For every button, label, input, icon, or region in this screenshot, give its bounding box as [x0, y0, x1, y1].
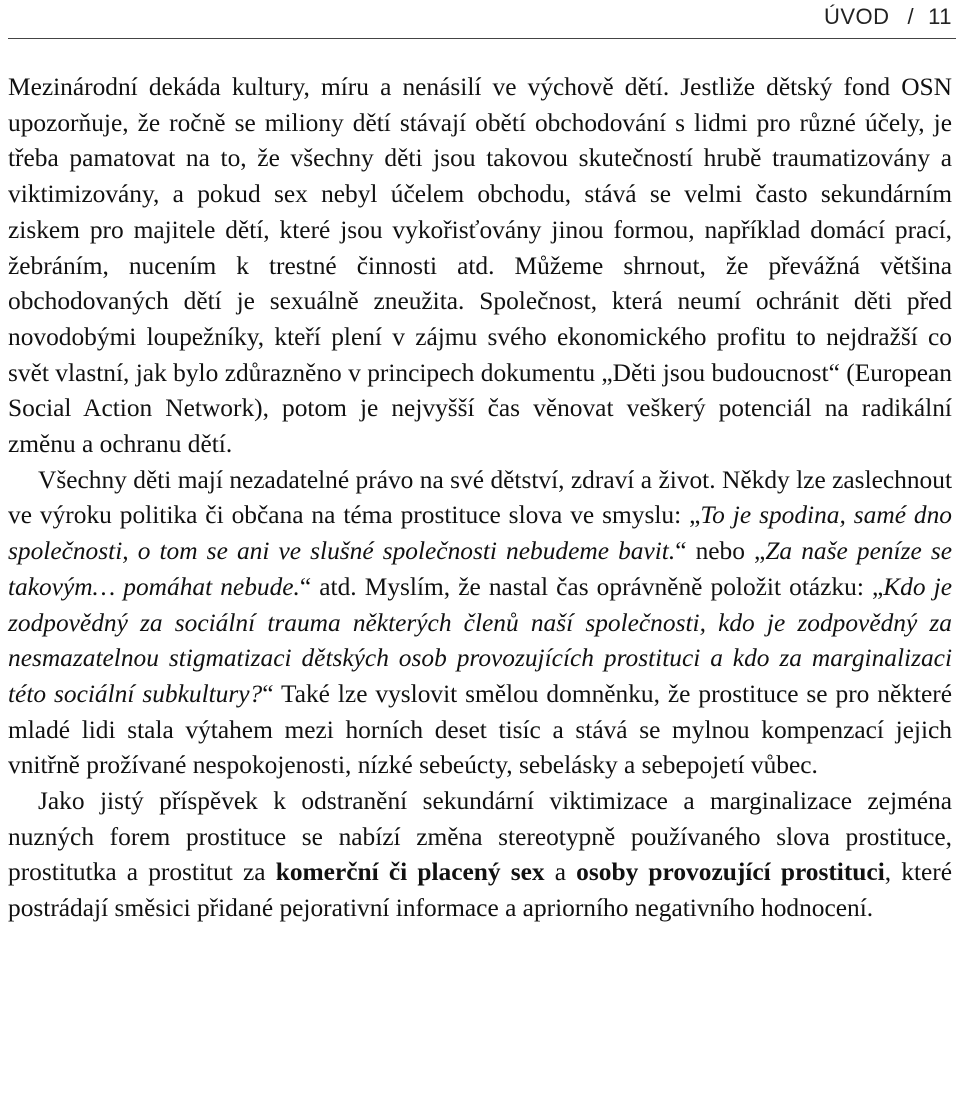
bold-term: osoby provozující prostituci: [576, 858, 885, 887]
italic-quote: Za naše peníze se takovým… pomáhat nebude.: [8, 537, 952, 601]
paragraph-2: [8, 463, 952, 784]
header-separator: /: [907, 4, 915, 29]
text-run: “ nebo „: [675, 537, 766, 566]
bold-term: komerční či placený sex: [275, 858, 545, 887]
paragraph-3: [8, 784, 952, 927]
text-run: “ Také lze vyslovit smělou domněnku, že prostituce se pro některé mladé lidi stala výtahem mezi horních deset tisíc a stává se mylnou kompenzací jejich vnitřně prožívané nespokojenosti, nízké sebeúcty, sebelásky a sebepojetí vůbec.: [8, 679, 952, 780]
section-title: ÚVOD: [823, 4, 890, 29]
text-run: a: [544, 858, 577, 887]
text-run: “ atd. Myslím, že nastal čas oprávněně položit otázku: „: [299, 572, 884, 601]
paragraph-1: [8, 70, 952, 463]
text-run: , které postrádají směsici přidané pejorativní informace a apriorního negativního hodnocení.: [8, 858, 953, 923]
running-head: [824, 4, 952, 30]
text-run: Mezinárodní dekáda kultury, míru a nenásilí ve výchově dětí. Jestliže dětský fond OSN upozorňuje, že ročně se miliony dětí stávají obětí obchodování s lidmi pro různé účely, je třeba pamatovat na to, že všechny děti jsou takovou skutečností hrubě traumatizovány a viktimizovány, a pokud sex nebyl účelem obchodu, stává se velmi často sekundárním ziskem pro majitele dětí, které jsou vykořisťovány jinou formou, například domácí prací, žebráním, nucením k trestné činnosti atd. Můžeme shrnout, že převážná většina obchodovaných dětí je sexuálně zneužita. Společnost, která neumí ochránit děti před novodobými loupežníky, kteří plení v zájmu svého ekonomického profitu to nejdražší co svět vlastní, jak bylo zdůrazněno v principech dokumentu „Děti jsou budoucnost“ (European Social Action Network), potom je nejvyšší čas věnovat veškerý potenciál na radikální změnu a ochranu dětí.: [8, 73, 952, 459]
text-run: Jako jistý příspěvek k odstranění sekundární viktimizace a marginalizace zejména nuzných forem prostituce se nabízí změna stereotypně používaného slova prostituce, prostitutka a prostitut za: [8, 787, 952, 887]
page-number: 11: [928, 4, 952, 29]
header-rule: [8, 38, 956, 39]
italic-question: Kdo je zodpovědný za sociální trauma některých členů naší společnosti, kdo je zodpovědný za nesmazatelnou stigmatizaci dětských osob provozujících prostituci a kdo za marginalizaci této sociální subkultury?: [8, 572, 952, 708]
italic-quote: To je spodina, samé dno společnosti, o tom se ani ve slušné společnosti nebudeme bavit.: [8, 501, 952, 566]
text-run: Všechny děti mají nezadatelné právo na své dětství, zdraví a život. Někdy lze zaslechnout ve výroku politika či občana na téma prostituce slova ve smyslu: „: [8, 465, 952, 530]
body-text: [8, 70, 952, 927]
